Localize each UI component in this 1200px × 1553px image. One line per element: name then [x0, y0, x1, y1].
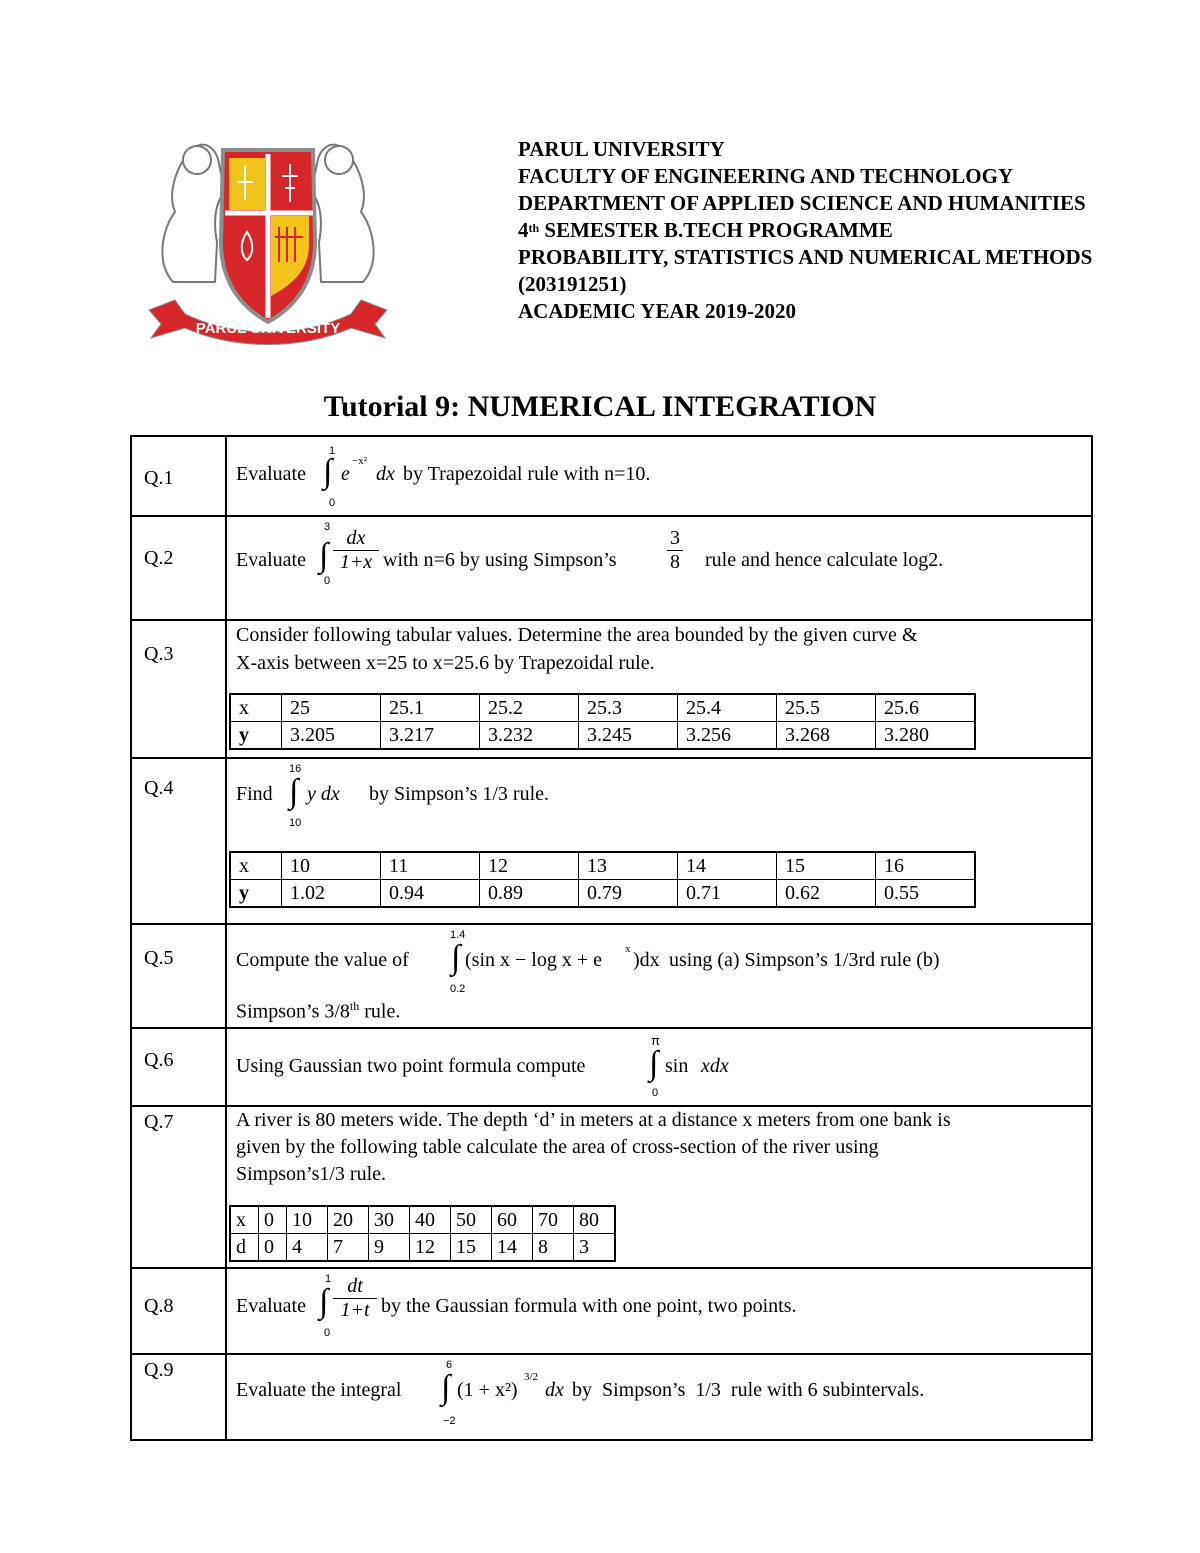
question-row [131, 1354, 1092, 1440]
exponent: −x² [352, 455, 368, 467]
integral-sign: ∫ [319, 1283, 329, 1320]
x-row: x 10 11 12 13 14 15 16 [230, 852, 975, 880]
header-semester: 4th SEMESTER B.TECH PROGRAMME [518, 218, 893, 242]
question-body [227, 517, 1091, 619]
question-body [227, 1269, 1091, 1353]
questions-table [130, 435, 1093, 1441]
upper-limit: 6 [446, 1359, 453, 1371]
question-text: A river is 80 meters wide. The depth ‘d’ in meters at a distance x meters from one bank is [236, 1109, 951, 1131]
integral-sign: ∫ [319, 537, 329, 574]
question-text: Find [236, 783, 273, 805]
question-text: Evaluate [236, 549, 306, 571]
integrand-fraction: $\frac{dt}{1+t}$ [333, 1275, 377, 1322]
header-university: PARUL UNIVERSITY [518, 137, 725, 161]
data-table [229, 851, 976, 908]
header-academic-year: ACADEMIC YEAR 2019-2020 [518, 299, 797, 323]
y-row: y 1.02 0.94 0.89 0.79 0.71 0.62 0.55 [230, 880, 975, 908]
question-text: Evaluate the integral [236, 1379, 402, 1401]
x-row: x 0 10 20 30 40 50 60 70 80 [230, 1206, 615, 1234]
question-row [131, 758, 1092, 924]
y-row: y 3.205 3.217 3.232 3.245 3.256 3.268 3.280 [230, 722, 975, 750]
lower-limit: −2 [443, 1415, 456, 1427]
question-text: X-axis between x=25 to x=25.6 by Trapezoidal rule. [236, 652, 655, 674]
institution-header [518, 136, 1092, 325]
question-number: Q.7 [144, 1111, 174, 1133]
integrand: (1 + x²) [457, 1379, 518, 1401]
integrand: y dx [307, 783, 340, 805]
lower-limit: 10 [289, 817, 302, 829]
integral-sign: ∫ [323, 453, 333, 490]
differential: xdx [701, 1055, 729, 1077]
question-row [131, 436, 1092, 516]
lower-limit: 0.2 [450, 983, 466, 995]
question-row [131, 924, 1092, 1028]
header-department: DEPARTMENT OF APPLIED SCIENCE AND HUMANITIES [518, 191, 1086, 215]
question-row [131, 1106, 1092, 1268]
upper-limit: 3 [324, 521, 331, 533]
question-body [227, 437, 1091, 515]
question-number: Q.2 [144, 547, 174, 569]
integral-sign: ∫ [649, 1045, 659, 1082]
question-text: by Simpson’s 1/3 rule. [369, 783, 550, 805]
integrand-tail: )dx [633, 949, 660, 971]
differential: dx [376, 463, 395, 485]
question-row [131, 1028, 1092, 1106]
question-body [227, 759, 1091, 923]
question-number: Q.9 [144, 1359, 174, 1381]
question-row [131, 516, 1092, 620]
lower-limit: 0 [652, 1087, 659, 1099]
integral-sign: ∫ [289, 773, 299, 810]
question-text: given by the following table calculate the area of cross-section of the river using [236, 1136, 879, 1158]
data-table [229, 693, 976, 750]
question-text: Compute the value of [236, 949, 409, 971]
integral-sign: ∫ [441, 1369, 451, 1406]
question-number: Q.5 [144, 947, 174, 969]
page-title: Tutorial 9: NUMERICAL INTEGRATION [323, 390, 877, 423]
differential: dx [545, 1379, 564, 1401]
question-text: by the Gaussian formula with one point, two points. [381, 1295, 797, 1317]
question-number: Q.1 [144, 467, 174, 489]
question-body [227, 1355, 1091, 1439]
integrand: e [341, 463, 350, 485]
exponent: 3/2 [524, 1371, 539, 1383]
upper-limit: 1 [325, 1273, 332, 1285]
question-number: Q.3 [144, 643, 174, 665]
upper-limit: 16 [289, 763, 302, 775]
question-body [227, 1107, 1091, 1267]
question-text: Using Gaussian two point formula compute [236, 1055, 586, 1077]
question-text: using (a) Simpson’s 1/3rd rule (b) [669, 949, 940, 971]
question-row [131, 620, 1092, 758]
question-row [131, 1268, 1092, 1354]
lower-limit: 0 [324, 1327, 331, 1339]
data-table [229, 1205, 616, 1262]
question-text: by Simpson’s 1/3 rule with 6 subintervals. [572, 1379, 925, 1401]
logo-ribbon-text: PARUL UNIVERSITY [195, 320, 341, 337]
integrand-fraction: $\frac{dx}{1+x}$ [333, 527, 379, 574]
lower-limit: 0 [324, 575, 331, 587]
d-row: d 0 4 7 9 12 15 14 8 3 [230, 1234, 615, 1262]
x-row: x 25 25.1 25.2 25.3 25.4 25.5 25.6 [230, 694, 975, 722]
header-course: PROBABILITY, STATISTICS AND NUMERICAL METHODS [518, 245, 1093, 269]
question-number: Q.6 [144, 1049, 174, 1071]
integrand: sin [665, 1055, 689, 1077]
question-text: Evaluate [236, 463, 306, 485]
upper-limit: π [651, 1033, 660, 1048]
parul-university-logo [145, 132, 391, 347]
question-body [227, 925, 1091, 1027]
question-text: Simpson’s1/3 rule. [236, 1163, 387, 1185]
question-text: Consider following tabular values. Determine the area bounded by the given curve & [236, 624, 918, 646]
question-text: Simpson’s 3/8th rule. [236, 999, 401, 1023]
question-number: Q.4 [144, 777, 174, 799]
question-text: Evaluate [236, 1295, 306, 1317]
upper-limit: 1 [329, 445, 336, 457]
lower-limit: 0 [329, 497, 336, 509]
question-text: by Trapezoidal rule with n=10. [403, 463, 651, 485]
integrand: (sin x − log x + e [465, 949, 602, 971]
question-number: Q.8 [144, 1295, 174, 1317]
question-body [227, 1029, 1091, 1105]
simpson-fraction: $\frac{3}{8}$ [667, 527, 683, 574]
exponent: x [625, 943, 631, 955]
question-text: with n=6 by using Simpson’s [383, 549, 617, 571]
integral-sign: ∫ [451, 939, 461, 976]
header-faculty: FACULTY OF ENGINEERING AND TECHNOLOGY [518, 164, 1014, 188]
question-body [227, 621, 1091, 757]
upper-limit: 1.4 [450, 929, 466, 941]
question-text: rule and hence calculate log2. [705, 549, 944, 571]
header-course-code: (203191251) [518, 272, 627, 296]
